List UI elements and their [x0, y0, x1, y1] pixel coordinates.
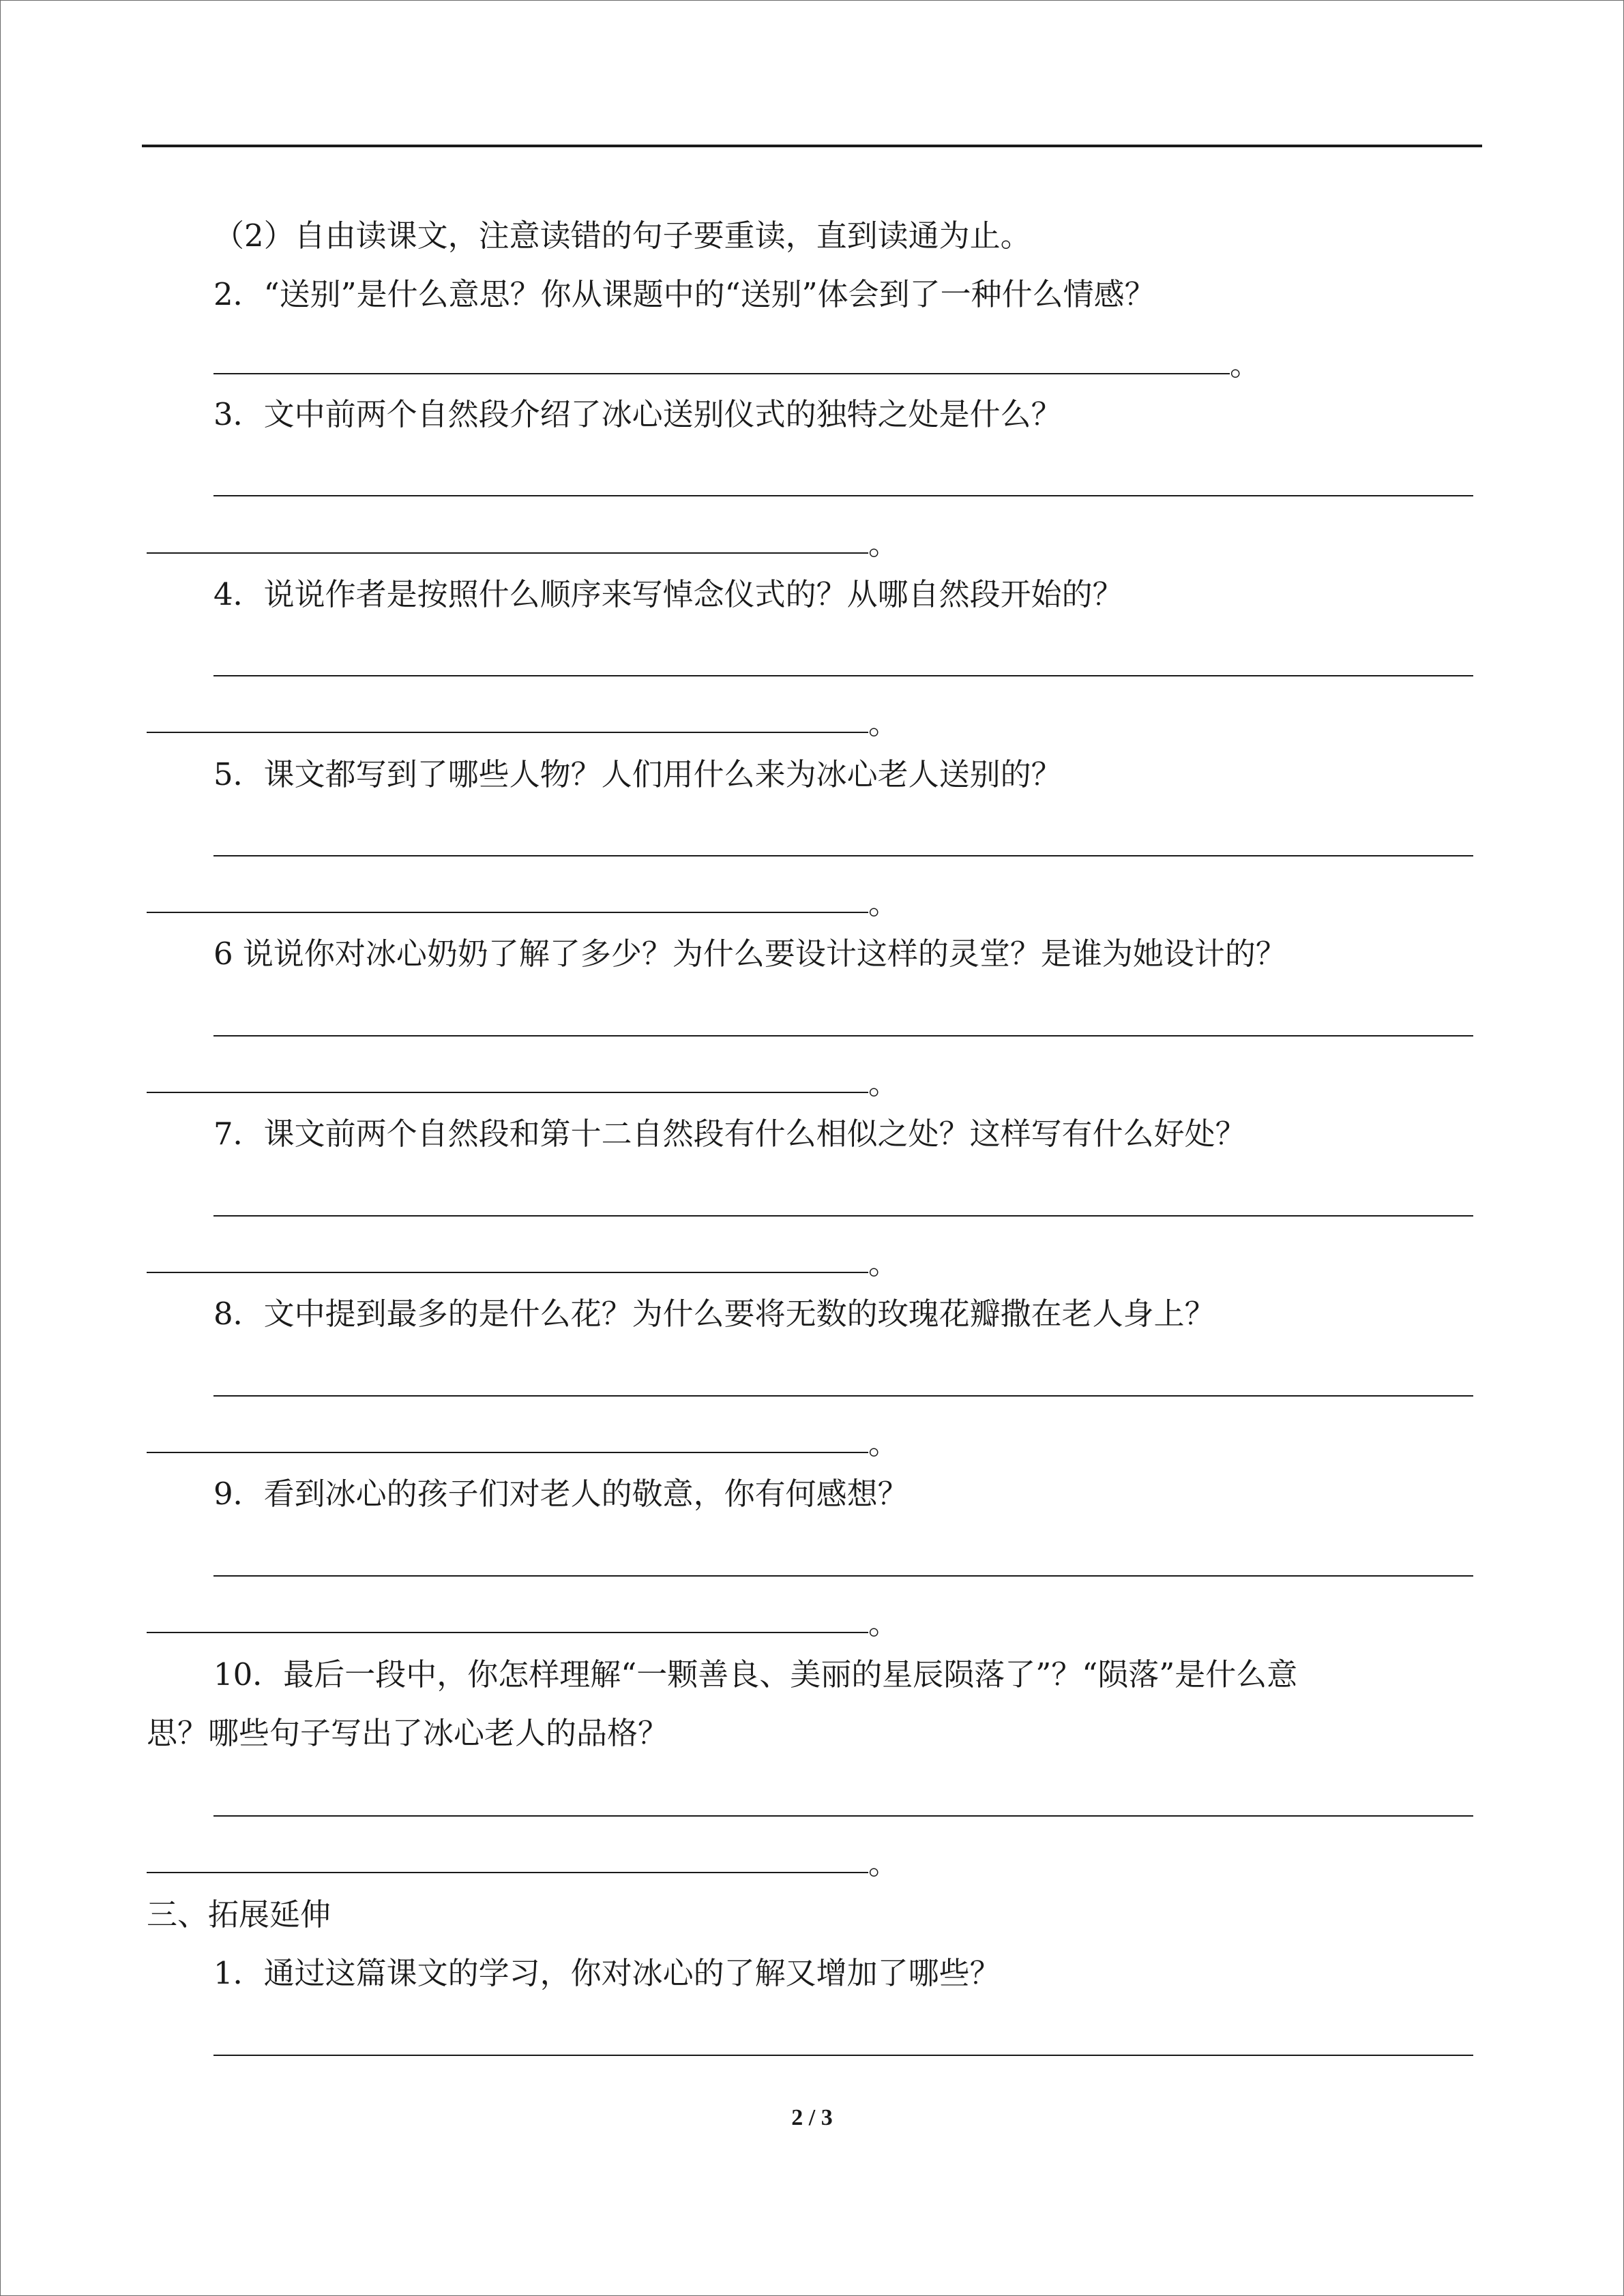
- question-5: 5．课文都写到了哪些人物？人们用什么来为冰心老人送别的？: [213, 756, 1062, 792]
- answer-line[interactable]: [147, 732, 868, 733]
- period: 。: [868, 1425, 900, 1461]
- answer-line[interactable]: [213, 2055, 1473, 2056]
- answer-line[interactable]: [213, 1215, 1473, 1217]
- question-9: 9．看到冰心的孩子们对老人的敬意，你有何感想？: [213, 1476, 909, 1512]
- extension-question-1: 1．通过这篇课文的学习，你对冰心的了解又增加了哪些？: [213, 1955, 1001, 1991]
- answer-line[interactable]: [147, 1092, 868, 1093]
- answer-line[interactable]: [213, 373, 1230, 374]
- answer-line[interactable]: [147, 912, 868, 913]
- header-rule: [142, 145, 1482, 147]
- question-6: 6 说说你对冰心奶奶了解了多少？为什么要设计这样的灵堂？是谁为她设计的？: [213, 936, 1286, 972]
- answer-line[interactable]: [147, 1872, 868, 1873]
- section-heading: 三、拓展延伸: [147, 1896, 331, 1933]
- answer-line[interactable]: [213, 495, 1473, 496]
- period: 。: [1230, 346, 1261, 383]
- answer-line[interactable]: [213, 1035, 1473, 1037]
- period: 。: [868, 1845, 900, 1881]
- answer-line[interactable]: [213, 1395, 1473, 1397]
- question-7: 7．课文前两个自然段和第十二自然段有什么相似之处？这样写有什么好处？: [213, 1116, 1246, 1152]
- question-2: 2．“送别”是什么意思？你从课题中的“送别”体会到了一种什么情感？: [213, 276, 1155, 312]
- period: 。: [868, 526, 900, 562]
- period: 。: [868, 1245, 900, 1281]
- answer-line[interactable]: [147, 1632, 868, 1633]
- period: 。: [868, 1065, 900, 1101]
- period: 。: [868, 705, 900, 741]
- period: 。: [868, 1605, 900, 1641]
- answer-line[interactable]: [213, 855, 1473, 856]
- answer-line[interactable]: [213, 675, 1473, 676]
- answer-line[interactable]: [213, 1815, 1473, 1817]
- question-4: 4．说说作者是按照什么顺序来写悼念仪式的？从哪自然段开始的？: [213, 576, 1123, 612]
- question-10-line-1: 10．最后一段中，你怎样理解“一颗善良、美丽的星辰陨落了”？“陨落”是什么意: [213, 1656, 1298, 1693]
- question-8: 8．文中提到最多的是什么花？为什么要将无数的玫瑰花瓣撒在老人身上？: [213, 1296, 1215, 1332]
- period: 。: [868, 885, 900, 921]
- answer-line[interactable]: [213, 1575, 1473, 1577]
- answer-line[interactable]: [147, 1452, 868, 1453]
- instruction-line: （2）自由读课文，注意读错的句子要重读，直到读通为止。: [213, 218, 1031, 254]
- answer-line[interactable]: [147, 552, 868, 554]
- question-10-line-2: 思？哪些句子写出了冰心老人的品格？: [147, 1715, 669, 1751]
- answer-line[interactable]: [147, 1272, 868, 1273]
- page-number: 2 / 3: [791, 2105, 833, 2130]
- question-3: 3．文中前两个自然段介绍了冰心送别仪式的独特之处是什么？: [213, 396, 1062, 432]
